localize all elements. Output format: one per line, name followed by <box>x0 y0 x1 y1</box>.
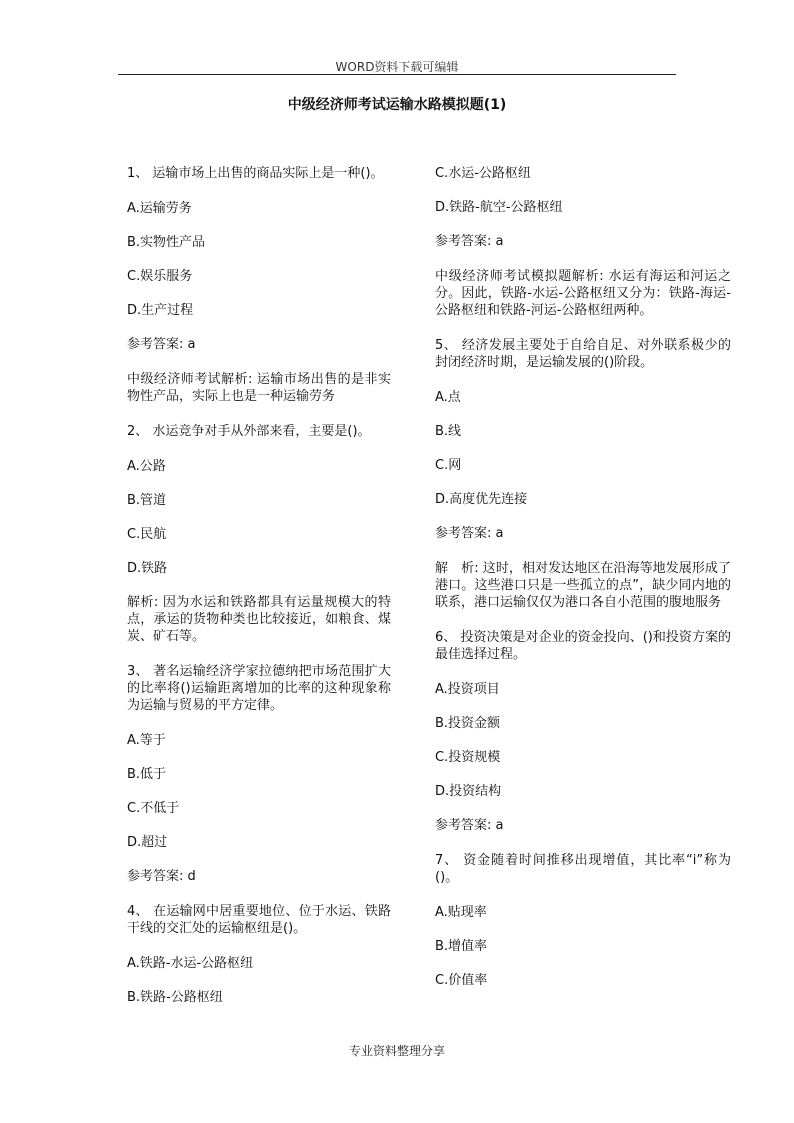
answer-option: C.民航 <box>127 527 167 542</box>
answer-option: B.管道 <box>127 493 167 508</box>
question-text: 6、 投资决策是对企业的资金投向、()和投资方案的最佳选择过程。 <box>435 630 731 662</box>
answer-option: A.投资项目 <box>435 682 500 697</box>
answer-option: A.点 <box>435 390 461 405</box>
right-column <box>435 165 731 1006</box>
answer-option: D.高度优先连接 <box>435 492 528 507</box>
question-text: 1、 运输市场上出售的商品实际上是一种()。 <box>127 166 384 181</box>
answer-option: C.水运-公路枢纽 <box>435 166 531 181</box>
explanation-text: 解 析: 这时，相对发达地区在沿海等地发展形成了港口。这些港口只是一些孤立的点”，缺少同内地的联系，港口运输仅仅为港口各自小范围的腹地服务 <box>435 561 731 610</box>
reference-answer: 参考答案: a <box>435 818 504 833</box>
explanation-text: 解析: 因为水运和铁路都具有运量规模大的特点，承运的货物种类也比较接近，如粮食、煤炭、矿石等。 <box>127 595 391 644</box>
question-text: 5、 经济发展主要处于自给自足、对外联系极少的封闭经济时期，是运输发展的()阶段。 <box>435 338 731 370</box>
page-footer: 专业资料整理分享 <box>348 1044 445 1058</box>
explanation-text: 中级经济师考试解析: 运输市场出售的是非实物性产品，实际上也是一种运输劳务 <box>127 372 391 404</box>
answer-option: D.铁路 <box>127 561 168 576</box>
reference-answer: 参考答案: a <box>435 234 504 249</box>
question-text: 4、 在运输网中居重要地位、位于水运、铁路干线的交汇处的运输枢纽是()。 <box>127 904 391 936</box>
answer-option: D.生产过程 <box>127 303 194 318</box>
reference-answer: 参考答案: d <box>127 869 196 884</box>
answer-option: B.实物性产品 <box>127 235 206 250</box>
explanation-text: 中级经济师考试模拟题解析: 水运有海运和河运之分。因此，铁路-水运-公路枢纽又分为：铁路-海运-公路枢纽和铁路-河运-公路枢纽两种。 <box>435 269 731 318</box>
answer-option: C.价值率 <box>435 973 488 988</box>
answer-option: B.线 <box>435 424 462 439</box>
answer-option: B.低于 <box>127 767 167 782</box>
answer-option: D.超过 <box>127 835 168 850</box>
answer-option: B.增值率 <box>435 939 488 954</box>
answer-option: D.投资结构 <box>435 784 502 799</box>
answer-option: A.运输劳务 <box>127 201 192 216</box>
answer-option: A.公路 <box>127 459 166 474</box>
document-title: 中级经济师考试运输水路模拟题(1) <box>287 97 507 113</box>
answer-option: B.投资金额 <box>435 716 501 731</box>
page-header: WORD资料下载可编辑 <box>335 60 459 74</box>
answer-option: C.网 <box>435 458 462 473</box>
question-text: 2、 水运竞争对手从外部来看，主要是()。 <box>127 424 371 439</box>
answer-option: D.铁路-航空-公路枢纽 <box>435 200 563 215</box>
header-divider <box>118 74 676 75</box>
answer-option: C.娱乐服务 <box>127 269 193 284</box>
reference-answer: 参考答案: a <box>127 337 196 352</box>
question-text: 7、 资金随着时间推移出现增值，其比率“i”称为()。 <box>435 853 731 885</box>
answer-option: C.不低于 <box>127 801 180 816</box>
answer-option: A.等于 <box>127 733 166 748</box>
left-column <box>127 165 391 1023</box>
answer-option: C.投资规模 <box>435 750 501 765</box>
question-text: 3、 著名运输经济学家拉德纳把市场范围扩大的比率将()运输距离增加的比率的这种现象称为运输与贸易的平方定律。 <box>127 664 391 713</box>
answer-option: B.铁路-公路枢纽 <box>127 990 223 1005</box>
answer-option: A.铁路-水运-公路枢纽 <box>127 956 254 971</box>
reference-answer: 参考答案: a <box>435 526 504 541</box>
answer-option: A.贴现率 <box>435 905 487 920</box>
